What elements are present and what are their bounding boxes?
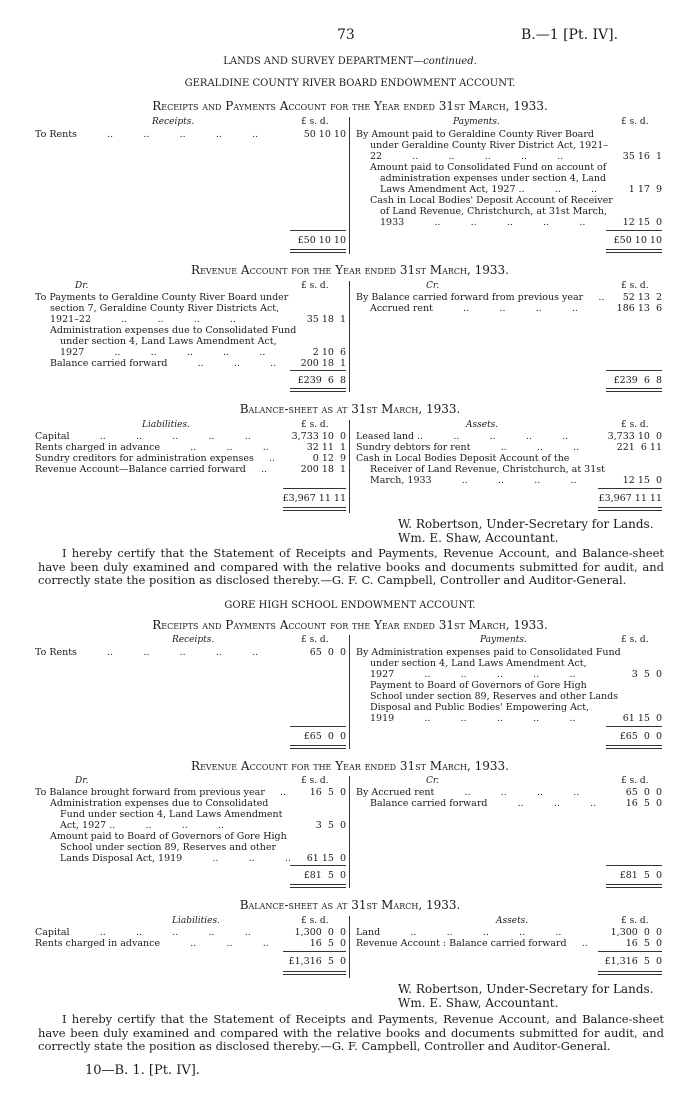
geraldine-dr-line: under section 4, Land Laws Amendment Act, xyxy=(60,336,277,347)
gore-cr-label: Cr. xyxy=(426,776,440,786)
rule xyxy=(606,230,662,231)
geraldine-liability-amount: 32 11 1 xyxy=(306,442,346,453)
gore-dr-line: To Balance brought forward from previous year .. xyxy=(35,787,286,798)
gore-rp-lsd-left: £ s. d. xyxy=(301,635,329,645)
rule xyxy=(283,951,346,952)
rule xyxy=(283,507,346,508)
geraldine-dr-line: section 7, Geraldine County River Districts Act, xyxy=(50,303,280,314)
geraldine-liability-line: Revenue Account—Balance carried forward .. xyxy=(35,464,268,475)
gore-signature-2: Wm. E. Shaw, Accountant. xyxy=(398,996,559,1010)
rule xyxy=(606,726,662,727)
gore-bs-total-right: £1,316 5 0 xyxy=(604,956,662,967)
geraldine-cr-line: By Balance carried forward from previous year .. xyxy=(356,292,605,303)
gore-cr-amount: 65 0 0 xyxy=(625,787,662,798)
geraldine-liability-amount: 3,733 10 0 xyxy=(291,431,346,442)
geraldine-rp-total-left: £50 10 10 xyxy=(297,235,346,246)
gore-payment-line: 1919 .. .. .. .. .. xyxy=(370,713,576,724)
gore-rp-divider xyxy=(349,635,350,749)
gore-payment-line: School under section 89, Reserves and other Lands xyxy=(370,691,619,702)
rule xyxy=(290,887,346,888)
gore-liability-line: Capital .. .. .. .. .. xyxy=(35,927,251,938)
geraldine-rev-lsd-right: £ s. d. xyxy=(621,281,649,291)
gore-dr-line: School under section 89, Reserves and other xyxy=(60,842,277,853)
rule xyxy=(290,249,346,250)
gore-signature-1: W. Robertson, Under-Secretary for Lands. xyxy=(398,982,654,996)
rule xyxy=(606,865,662,866)
gore-asset-amount: 1,300 0 0 xyxy=(610,927,662,938)
gore-payment-amount: 61 15 0 xyxy=(622,713,662,724)
rule xyxy=(290,252,346,253)
geraldine-payment-line: 22 .. .. .. .. .. xyxy=(370,151,564,162)
geraldine-bs-divider xyxy=(349,420,350,513)
geraldine-liability-line: Sundry creditors for administration expenses .. xyxy=(35,453,276,464)
geraldine-asset-amount: 3,733 10 0 xyxy=(607,431,662,442)
rule xyxy=(290,865,346,866)
geraldine-title: GERALDINE COUNTY RIVER BOARD ENDOWMENT ACCOUNT. xyxy=(184,78,516,89)
gore-rev-lsd-left: £ s. d. xyxy=(301,776,329,786)
rule xyxy=(290,388,346,389)
gore-revenue-heading: Revenue Account for the Year ended 31st March, 1933. xyxy=(191,759,509,773)
gore-cr-line: By Accrued rent .. .. .. .. xyxy=(356,787,580,798)
geraldine-rev-divider xyxy=(349,281,350,392)
geraldine-bs-lsd-right: £ s. d. xyxy=(621,420,649,430)
gore-rev-total-left: £81 5 0 xyxy=(303,870,346,881)
geraldine-dr-amount: 200 18 1 xyxy=(300,358,346,369)
gore-bs-total-left: £1,316 5 0 xyxy=(288,956,346,967)
rule xyxy=(290,370,346,371)
geraldine-audit-certificate: I hereby certify that the Statement of Receipts and Payments, Revenue Account, and Balance-sheet have been duly examined and compared with the relative books and documents submitted for audit, and correctly state the position as disclosed thereby.—G. F. C. Campbell, Controller and Auditor-General. xyxy=(38,546,664,587)
geraldine-asset-amount: 12 15 0 xyxy=(622,475,662,486)
department-name: LANDS AND SURVEY DEPARTMENT— xyxy=(223,56,424,67)
gore-dr-label: Dr. xyxy=(75,776,89,786)
rule xyxy=(606,249,662,250)
geraldine-bs-total-right: £3,967 11 11 xyxy=(598,493,662,504)
geraldine-payment-line: Laws Amendment Act, 1927 .. .. .. xyxy=(380,184,598,195)
geraldine-receipts-header: Receipts. xyxy=(152,117,195,127)
rule xyxy=(606,884,662,885)
rule xyxy=(606,388,662,389)
geraldine-rp-total-right: £50 10 10 xyxy=(613,235,662,246)
rule xyxy=(283,974,346,975)
geraldine-payment-line: under Geraldine County River District Act, 1921– xyxy=(370,140,609,151)
page-number: 73 xyxy=(337,27,355,43)
rule xyxy=(598,974,662,975)
gore-payment-amount: 3 5 0 xyxy=(631,669,662,680)
gore-title: GORE HIGH SCHOOL ENDOWMENT ACCOUNT. xyxy=(224,600,476,611)
rule xyxy=(606,887,662,888)
footer-reference: 10—B. 1. [Pt. IV]. xyxy=(85,1063,200,1078)
geraldine-payment-line: administration expenses under section 4, Land xyxy=(380,173,607,184)
geraldine-dr-amount: 35 18 1 xyxy=(306,314,346,325)
gore-balance-heading: Balance-sheet as at 31st March, 1933. xyxy=(239,898,461,912)
gore-bs-lsd-right: £ s. d. xyxy=(621,916,649,926)
gore-dr-line: Act, 1927 .. .. .. .. xyxy=(60,820,224,831)
geraldine-dr-line: 1927 .. .. .. .. .. xyxy=(60,347,266,358)
gore-dr-line: Administration expenses due to Consolidated xyxy=(50,798,269,809)
geraldine-dr-line: 1921–22 .. .. .. .. xyxy=(50,314,236,325)
gore-rev-total-right: £81 5 0 xyxy=(619,870,662,881)
geraldine-liability-amount: 200 18 1 xyxy=(300,464,346,475)
geraldine-liability-line: Capital .. .. .. .. .. xyxy=(35,431,251,442)
gore-dr-amount: 61 15 0 xyxy=(306,853,346,864)
gore-cr-line: Balance carried forward .. .. .. xyxy=(370,798,597,809)
document-reference: B.—1 [Pt. IV]. xyxy=(521,27,619,43)
geraldine-liability-amount: 0 12 9 xyxy=(312,453,346,464)
geraldine-dr-line: Balance carried forward .. .. .. xyxy=(50,358,277,369)
gore-bs-lsd-left: £ s. d. xyxy=(301,916,329,926)
gore-receipts-amount: 65 0 0 xyxy=(309,647,346,658)
gore-assets-header: Assets. xyxy=(496,916,529,926)
geraldine-payment-amount: 1 17 9 xyxy=(628,184,662,195)
rule xyxy=(290,726,346,727)
geraldine-asset-line: Receiver of Land Revenue, Christchurch, at 31st xyxy=(370,464,605,475)
gore-payment-line: By Administration expenses paid to Consolidated Fund xyxy=(356,647,621,658)
geraldine-asset-line: Cash in Local Bodies Deposit Account of the xyxy=(356,453,570,464)
geraldine-dr-label: Dr. xyxy=(75,281,89,291)
rule xyxy=(283,488,346,489)
geraldine-rp-divider xyxy=(349,117,350,254)
rule xyxy=(606,745,662,746)
geraldine-balance-heading: Balance-sheet as at 31st March, 1933. xyxy=(239,402,461,416)
gore-liability-line: Rents charged in advance .. .. .. xyxy=(35,938,269,949)
department-continued: continued. xyxy=(423,56,477,67)
gore-asset-amount: 16 5 0 xyxy=(625,938,662,949)
rule xyxy=(598,951,662,952)
geraldine-rev-lsd-left: £ s. d. xyxy=(301,281,329,291)
rule xyxy=(606,252,662,253)
gore-audit-certificate: I hereby certify that the Statement of Receipts and Payments, Revenue Account, and Balance-sheet have been duly examined and compared with the relative books and documents submitted for audit, and correctly state the position as disclosed thereby.—G. F. Campbell, Controller and Auditor-General. xyxy=(38,1012,664,1053)
gore-dr-line: Amount paid to Board of Governors of Gore High xyxy=(50,831,287,842)
geraldine-payments-header: Payments. xyxy=(453,117,500,127)
geraldine-rev-total-left: £239 6 8 xyxy=(297,375,346,386)
department-heading xyxy=(0,56,700,68)
gore-liability-amount: 1,300 0 0 xyxy=(294,927,346,938)
rule xyxy=(290,745,346,746)
gore-payment-line: Disposal and Public Bodies' Empowering Act, xyxy=(370,702,590,713)
geraldine-payment-amount: 12 15 0 xyxy=(622,217,662,228)
gore-rp-lsd-right: £ s. d. xyxy=(621,635,649,645)
rule xyxy=(606,370,662,371)
geraldine-receipts-rents: To Rents .. .. .. .. .. xyxy=(35,129,259,140)
gore-dr-amount: 3 5 0 xyxy=(315,820,346,831)
gore-payment-line: under section 4, Land Laws Amendment Act, xyxy=(370,658,587,669)
geraldine-liabilities-header: Liabilities. xyxy=(142,420,190,430)
gore-cr-amount: 16 5 0 xyxy=(625,798,662,809)
rule xyxy=(290,748,346,749)
geraldine-bs-lsd-left: £ s. d. xyxy=(301,420,329,430)
rule xyxy=(290,230,346,231)
geraldine-asset-amount: 221 6 11 xyxy=(616,442,662,453)
geraldine-asset-line: Sundry debtors for rent .. .. .. xyxy=(356,442,580,453)
rule xyxy=(598,510,662,511)
geraldine-cr-amount: 186 13 6 xyxy=(616,303,662,314)
geraldine-dr-line: Administration expenses due to Consolidated Fund xyxy=(50,325,297,336)
gore-payment-line: Payment to Board of Governors of Gore High xyxy=(370,680,587,691)
geraldine-asset-line: Leased land .. .. .. .. .. xyxy=(356,431,569,442)
geraldine-payment-line: Amount paid to Consolidated Fund on account of xyxy=(370,162,607,173)
geraldine-bs-total-left: £3,967 11 11 xyxy=(282,493,346,504)
geraldine-signature-2: Wm. E. Shaw, Accountant. xyxy=(398,531,559,545)
geraldine-payment-line: 1933 .. .. .. .. .. xyxy=(380,217,586,228)
gore-dr-line: Fund under section 4, Land Laws Amendment xyxy=(60,809,283,820)
gore-rev-lsd-right: £ s. d. xyxy=(621,776,649,786)
rule xyxy=(598,971,662,972)
rule xyxy=(598,488,662,489)
gore-payments-header: Payments. xyxy=(480,635,527,645)
gore-dr-line: Lands Disposal Act, 1919 .. .. .. xyxy=(60,853,291,864)
geraldine-payment-amount: 35 16 1 xyxy=(622,151,662,162)
rule xyxy=(290,884,346,885)
gore-dr-amount: 16 5 0 xyxy=(309,787,346,798)
gore-receipts-header: Receipts. xyxy=(172,635,215,645)
gore-payment-line: 1927 .. .. .. .. .. xyxy=(370,669,576,680)
gore-rev-divider xyxy=(349,776,350,888)
rule xyxy=(290,391,346,392)
rule xyxy=(598,507,662,508)
geraldine-cr-amount: 52 13 2 xyxy=(622,292,662,303)
geraldine-dr-amount: 2 10 6 xyxy=(312,347,346,358)
gore-receipts-rents: To Rents .. .. .. .. .. xyxy=(35,647,259,658)
gore-bs-divider xyxy=(349,916,350,978)
geraldine-payment-line: Cash in Local Bodies' Deposit Account of Receiver xyxy=(370,195,613,206)
geraldine-cr-line: Accrued rent .. .. .. .. xyxy=(370,303,578,314)
geraldine-rp-lsd-left: £ s. d. xyxy=(301,117,329,127)
geraldine-rev-total-right: £239 6 8 xyxy=(613,375,662,386)
gore-liability-amount: 16 5 0 xyxy=(309,938,346,949)
rule xyxy=(283,971,346,972)
rule xyxy=(606,391,662,392)
geraldine-rp-lsd-right: £ s. d. xyxy=(621,117,649,127)
geraldine-receipts-amount: 50 10 10 xyxy=(303,129,346,140)
geraldine-revenue-heading: Revenue Account for the Year ended 31st March, 1933. xyxy=(191,263,509,277)
geraldine-asset-line: March, 1933 .. .. .. .. xyxy=(370,475,577,486)
geraldine-dr-line: To Payments to Geraldine County River Board under xyxy=(35,292,289,303)
rule xyxy=(606,748,662,749)
gore-asset-line: Revenue Account : Balance carried forward .. xyxy=(356,938,588,949)
geraldine-cr-label: Cr. xyxy=(426,281,440,291)
gore-rp-total-right: £65 0 0 xyxy=(619,731,662,742)
geraldine-liability-line: Rents charged in advance .. .. .. xyxy=(35,442,269,453)
geraldine-assets-header: Assets. xyxy=(466,420,499,430)
geraldine-payment-line: By Amount paid to Geraldine County River Board xyxy=(356,129,594,140)
geraldine-signature-1: W. Robertson, Under-Secretary for Lands. xyxy=(398,517,654,531)
gore-rp-total-left: £65 0 0 xyxy=(303,731,346,742)
gore-rp-heading: Receipts and Payments Account for the Year ended 31st March, 1933. xyxy=(152,618,548,632)
gore-liabilities-header: Liabilities. xyxy=(172,916,220,926)
geraldine-rp-heading: Receipts and Payments Account for the Year ended 31st March, 1933. xyxy=(152,99,548,113)
rule xyxy=(283,510,346,511)
geraldine-payment-line: of Land Revenue, Christchurch, at 31st March, xyxy=(380,206,608,217)
gore-asset-line: Land .. .. .. .. .. xyxy=(356,927,562,938)
